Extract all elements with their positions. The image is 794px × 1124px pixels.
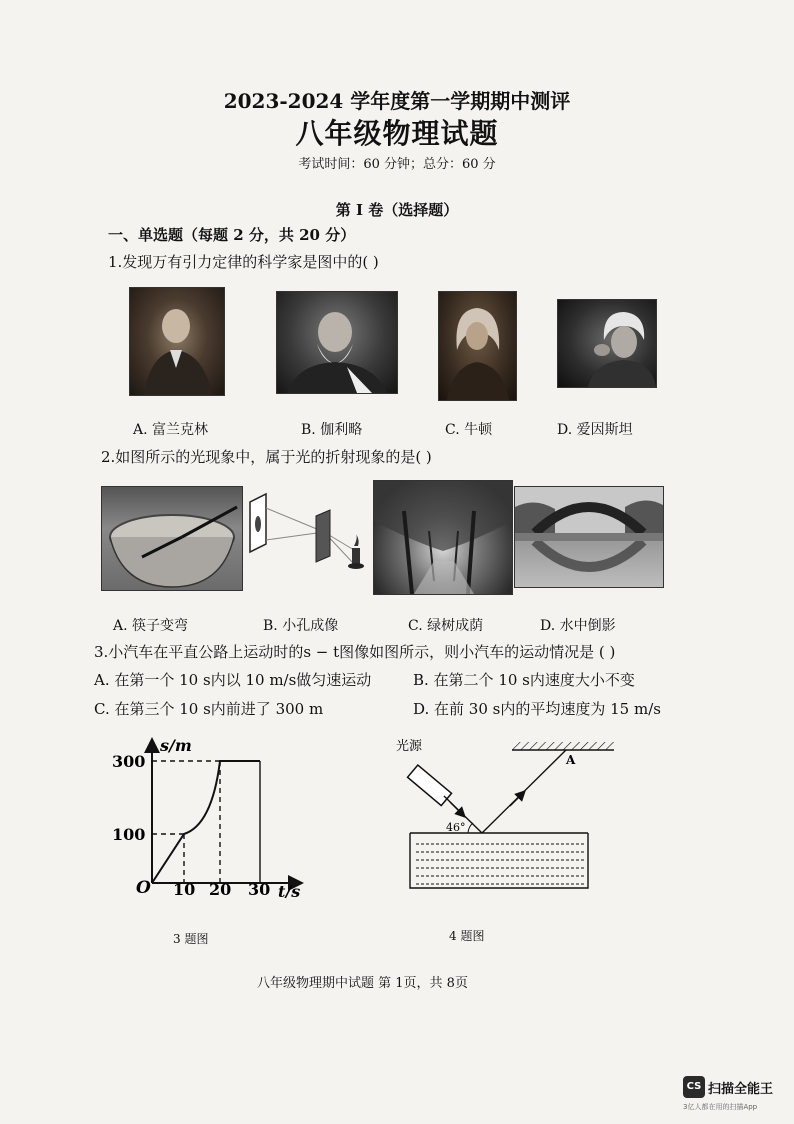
q3-option-b: B. 在第二个 10 s内速度大小不变 xyxy=(413,671,635,689)
exam-main-title: 八年级物理试题 xyxy=(295,117,499,150)
q3-option-a: A. 在第一个 10 s内以 10 m/s做匀速运动 xyxy=(94,671,372,689)
q4-reflection-diagram xyxy=(390,736,620,896)
q2-pinhole-diagram xyxy=(244,490,370,580)
scanner-app-name: 扫描全能王 xyxy=(708,1081,774,1097)
exam-info: 考试时间：60 分钟；总分：60 分 xyxy=(298,157,496,172)
q1-option-c: C. 牛顿 xyxy=(445,422,493,438)
y-tick-300: 300 xyxy=(112,752,146,771)
angle-label: 46° xyxy=(446,821,466,834)
y-axis-label: s/m xyxy=(160,736,192,755)
q1-option-d: D. 爱因斯坦 xyxy=(557,422,633,438)
x-tick-10: 10 xyxy=(173,880,196,898)
q3-figure-caption: 3 题图 xyxy=(173,932,209,946)
scanner-app-tagline: 3亿人都在用的扫描App xyxy=(683,1103,758,1111)
section-heading: 一、单选题（每题 2 分，共 20 分） xyxy=(108,226,356,244)
exam-year-title: 2023-2024 学年度第一学期期中测评 xyxy=(223,89,571,113)
q1-option-b: B. 伽利略 xyxy=(301,422,363,438)
q2-option-d: D. 水中倒影 xyxy=(540,618,616,634)
origin-label: O xyxy=(136,878,151,898)
q3-option-c: C. 在第三个 10 s内前进了 300 m xyxy=(94,700,324,718)
light-source-label: 光源 xyxy=(396,739,423,754)
x-tick-30: 30 xyxy=(248,880,271,898)
q3-st-graph xyxy=(108,733,308,898)
q1-option-a: A. 富兰克林 xyxy=(133,422,209,438)
y-tick-100: 100 xyxy=(112,825,146,844)
q2-option-c: C. 绿树成荫 xyxy=(408,618,484,634)
q1-photo-franklin xyxy=(129,287,225,396)
q3-stem: 3.小汽车在平直公路上运动时的s − t图像如图所示，则小汽车的运动情况是 ( ) xyxy=(94,643,616,661)
x-axis-label: t/s xyxy=(278,882,301,898)
q1-photo-galileo xyxy=(276,291,398,394)
volume-heading: 第 I 卷（选择题） xyxy=(335,201,459,219)
q2-option-a: A. 筷子变弯 xyxy=(113,618,189,634)
st-curve xyxy=(152,761,260,883)
q2-option-b: B. 小孔成像 xyxy=(263,618,339,634)
q4-figure-caption: 4 题图 xyxy=(449,929,485,943)
light-source xyxy=(408,765,452,806)
cs-logo-icon: CS xyxy=(683,1076,705,1098)
q2-photo-reflection xyxy=(514,486,664,588)
q1-photo-einstein xyxy=(557,299,657,388)
scanner-watermark xyxy=(683,1076,774,1111)
q3-option-d: D. 在前 30 s内的平均速度为 15 m/s xyxy=(413,700,661,718)
q1-photo-newton xyxy=(438,291,517,401)
q2-photo-trees xyxy=(373,480,513,595)
x-tick-20: 20 xyxy=(209,880,232,898)
point-a-label: A xyxy=(566,753,576,767)
q2-stem: 2.如图所示的光现象中，属于光的折射现象的是( ) xyxy=(101,448,432,466)
page-footer: 八年级物理期中试题 第 1页，共 8页 xyxy=(257,976,468,991)
q2-photo-chopstick xyxy=(101,486,243,591)
q1-stem: 1.发现万有引力定律的科学家是图中的( ) xyxy=(108,253,379,271)
